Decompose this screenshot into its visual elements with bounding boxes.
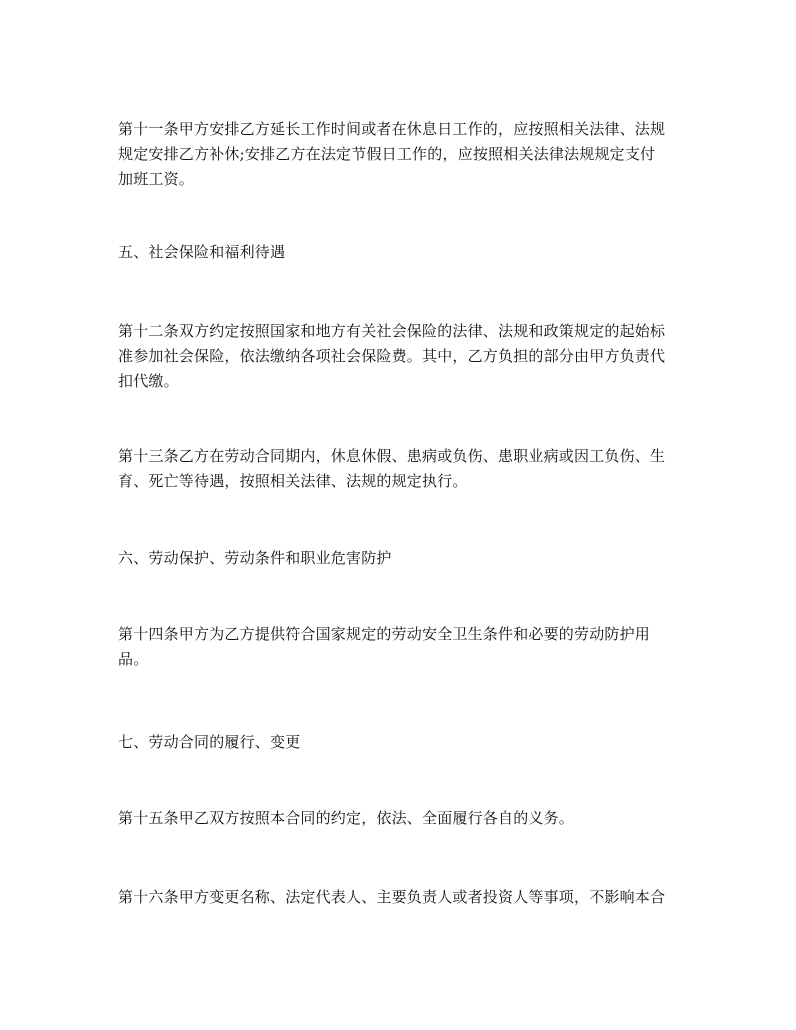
article-15-paragraph: 第十五条甲乙双方按照本合同的约定，依法、全面履行各自的义务。 (118, 809, 575, 827)
article-13-paragraph: 第十三条乙方在劳动合同期内，休息休假、患病或负伤、患职业病或因工负伤、生 育、死亡等待遇，按照相关法律、法规的规定执行。 (118, 447, 666, 490)
section-7-heading: 七、劳动合同的履行、变更 (118, 733, 301, 751)
article-11-paragraph: 第十一条甲方安排乙方延长工作时间或者在休息日工作的，应按照相关法律、法规 规定安排乙方补休;安排乙方在法定节假日工作的，应按照相关法律法规规定支付 加班工资。 (118, 120, 666, 188)
article-16-paragraph: 第十六条甲方变更名称、法定代表人、主要负责人或者投资人等事项，不影响本合 (118, 888, 666, 906)
article-14-paragraph: 第十四条甲方为乙方提供符合国家规定的劳动安全卫生条件和必要的劳动防护用 品。 (118, 625, 651, 668)
section-5-heading: 五、社会保险和福利待遇 (118, 243, 286, 261)
article-12-paragraph: 第十二条双方约定按照国家和地方有关社会保险的法律、法规和政策规定的起始标 准参加社会保险，依法缴纳各项社会保险费。其中，乙方负担的部分由甲方负责代 扣代缴。 (118, 322, 666, 390)
section-6-heading: 六、劳动保护、劳动条件和职业危害防护 (118, 549, 392, 567)
